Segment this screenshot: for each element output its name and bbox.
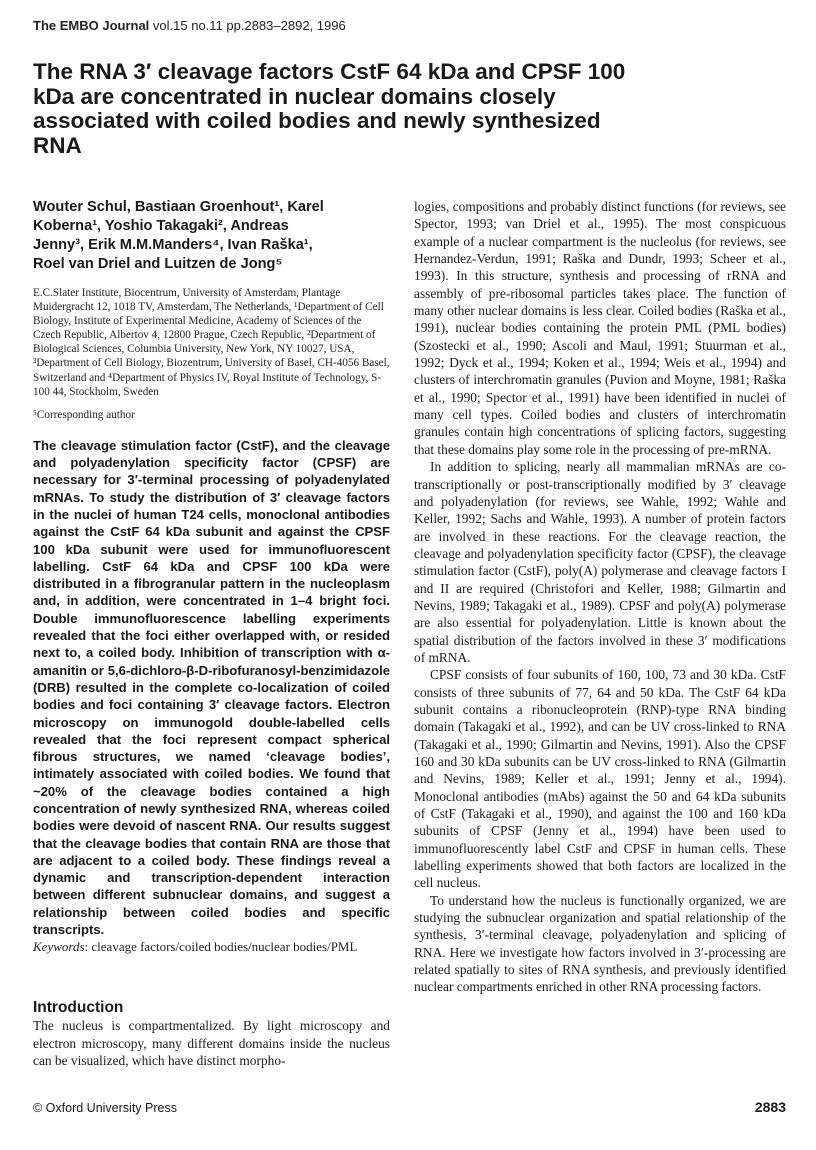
- affiliations: E.C.Slater Institute, Biocentrum, University of Amsterdam, Plantage Muidergracht 12, 1018 TV, Amsterdam, The Netherlands, ¹Department of Cell Biology, Institute of Experimental Medicine, Academy of Sciences of the Czech Republic, Albertov 4, 12800 Prague, Czech Republic, ²Department of Biological Sciences, Columbia University, New York, NY 10027, USA, ³Department of Cell Biology, Biozentrum, University of Basel, CH-4056 Basel, Switzerland and ⁴Department of Physics IV, Royal Institute of Technology, S-100 44, Stockholm, Sweden: [33, 287, 390, 398]
- abstract: The cleavage stimulation factor (CstF), and the cleavage and polyadenylation specificity factor (CPSF) are necessary for 3′-terminal processing of polyadenylated mRNAs. To study the distribution of 3′ cleavage factors in the nuclei of human T24 cells, monoclonal antibodies against the CstF 64 kDa subunit and against the CPSF 100 kDa subunit were used for immunofluorescent labelling. CstF 64 kDa and CPSF 100 kDa were distributed in a fibrogranular pattern in the nucleoplasm and, in addition, were concentrated in 1–4 bright foci. Double immunofluorescence labelling experiments revealed that the foci either overlapped with, or resided next to, a coiled body. Inhibition of transcription with α-amanitin or 5,6-dichloro-β-D-ribofuranosyl-benzimidazole (DRB) resulted in the complete co-localization of coiled bodies and foci containing 3′ cleavage factors. Electron microscopy on immunogold double-labelled cells revealed that the foci represent compact spherical fibrous structures, we named ‘cleavage bodies’, intimately associated with coiled bodies. We found that ~20% of the cleavage bodies contained a high concentration of newly synthesized RNA, whereas coiled bodies were devoid of nascent RNA. Our results suggest that the cleavage bodies that contain RNA are those that are adjacent to a coiled body. These findings reveal a dynamic and transcription-dependent interaction between different subnuclear domains, and suggest a relationship between coiled bodies and specific transcripts.: [33, 437, 390, 938]
- copyright: © Oxford University Press: [33, 1101, 177, 1115]
- body-paragraph-4: To understand how the nucleus is functionally organized, we are studying the subnuclear organization and spatial relationship of the synthesis, 3′-terminal cleavage, polyadenylation and splicing of RNA. Here we investigate how factors involved in 3′-processing are related spatially to sites of RNA synthesis, and previously identified nuclear compartments enriched in other RNA processing factors.: [414, 892, 786, 995]
- corresponding-author: ⁵Corresponding author: [33, 408, 135, 421]
- body-paragraph-3: CPSF consists of four subunits of 160, 100, 73 and 30 kDa. CstF consists of three subunits of 77, 64 and 50 kDa. The CstF 64 kDa subunit contains a ribonucleoprotein (RNP)-type RNA binding domain (Takagaki et al., 1992), and can be UV cross-linked to RNA (Takagaki et al., 1990; Gilmartin and Nevins, 1991). Also the CPSF 160 and 30 kDa subunits can be UV cross-linked to RNA (Gilmartin and Nevins, 1989; Keller et al., 1991; Jenny et al., 1994). Monoclonal antibodies (mAbs) against the 50 and 64 kDa subunits of CstF (Takagaki et al., 1990), and against the 100 and 160 kDa subunits of CPSF (Jenny et al., 1994) have been used to immunofluorescently label CstF and CPSF in human cells. These labelling experiments showed that both factors are localized in the cell nucleus.: [414, 667, 786, 891]
- journal-name: The EMBO Journal: [33, 18, 150, 33]
- section-heading-introduction: Introduction: [33, 999, 124, 1017]
- journal-header: [33, 18, 346, 33]
- author-list: Wouter Schul, Bastiaan Groenhout¹, Karel Koberna¹, Yoshio Takagaki², Andreas Jenny³, Erik M.M.Manders⁴, Ivan Raška¹, Roel van Driel and Luitzen de Jong⁵: [33, 199, 324, 272]
- keywords: [33, 938, 390, 955]
- body-paragraph-1: logies, compositions and probably distinct functions (for reviews, see Spector, 1993; van Driel et al., 1995). The most conspicuous example of a nuclear compartment is the nucleolus (for reviews, see Hernandez-Verdun, 1991; Raška and Dundr, 1993; Scheer et al., 1993). In this structure, synthesis and processing of rRNA and assembly of pre-ribosomal particles takes place. The function of many other nuclear domains is less clear. Coiled bodies (Raška et al., 1991), nuclear bodies containing the protein PML (PML bodies) (Szostecki et al., 1990; Ascoli and Maul, 1991; Stuurman et al., 1992; Dyck et al., 1994; Koken et al., 1994; Weis et al., 1994) and clusters of interchromatin granules (Puvion and Moyne, 1981; Raška et al., 1990; Spector et al., 1991) have been identified in nuclei of many cell types. Coiled bodies and clusters of interchromatin granules contain high concentrations of splicing factors, suggesting that these domains play some role in the processing of pre-mRNA.: [414, 199, 786, 457]
- intro-paragraph: The nucleus is compartmentalized. By light microscopy and electron microscopy, many different domains inside the nucleus can be visualized, which have distinct morpho-: [33, 1018, 390, 1069]
- keywords-text: : cleavage factors/coiled bodies/nuclear bodies/PML: [84, 939, 358, 955]
- journal-citation: vol.15 no.11 pp.2883–2892, 1996: [152, 18, 346, 33]
- left-column: [33, 198, 390, 1069]
- article-title: The RNA 3′ cleavage factors CstF 64 kDa and CPSF 100 kDa are concentrated in nuclear domains closely associated with coiled bodies and newly synthesized RNA: [33, 59, 626, 158]
- right-column: [414, 198, 786, 996]
- page-number: 2883: [754, 1099, 786, 1115]
- body-paragraph-2: In addition to splicing, nearly all mammalian mRNAs are co-transcriptionally or post-transcriptionally modified by 3′ cleavage and polyadenylation (for reviews, see Wahle, 1992; Wahle and Keller, 1992; Sachs and Wahle, 1993). A number of protein factors are involved in these reactions. For the cleavage reaction, the cleavage and polyadenylation specificity factor (CPSF), the cleavage stimulation factor (CstF), poly(A) polymerase and cleavage factors I and II are required (Christofori and Keller, 1988; Gilmartin and Nevins, 1989; Takagaki et al., 1989). CPSF and poly(A) polymerase are also essential for polyadenylation. Little is known about the spatial distribution of the factors involved in these 3′ modifications of mRNA.: [414, 459, 786, 665]
- keywords-label: Keywords: [33, 939, 85, 955]
